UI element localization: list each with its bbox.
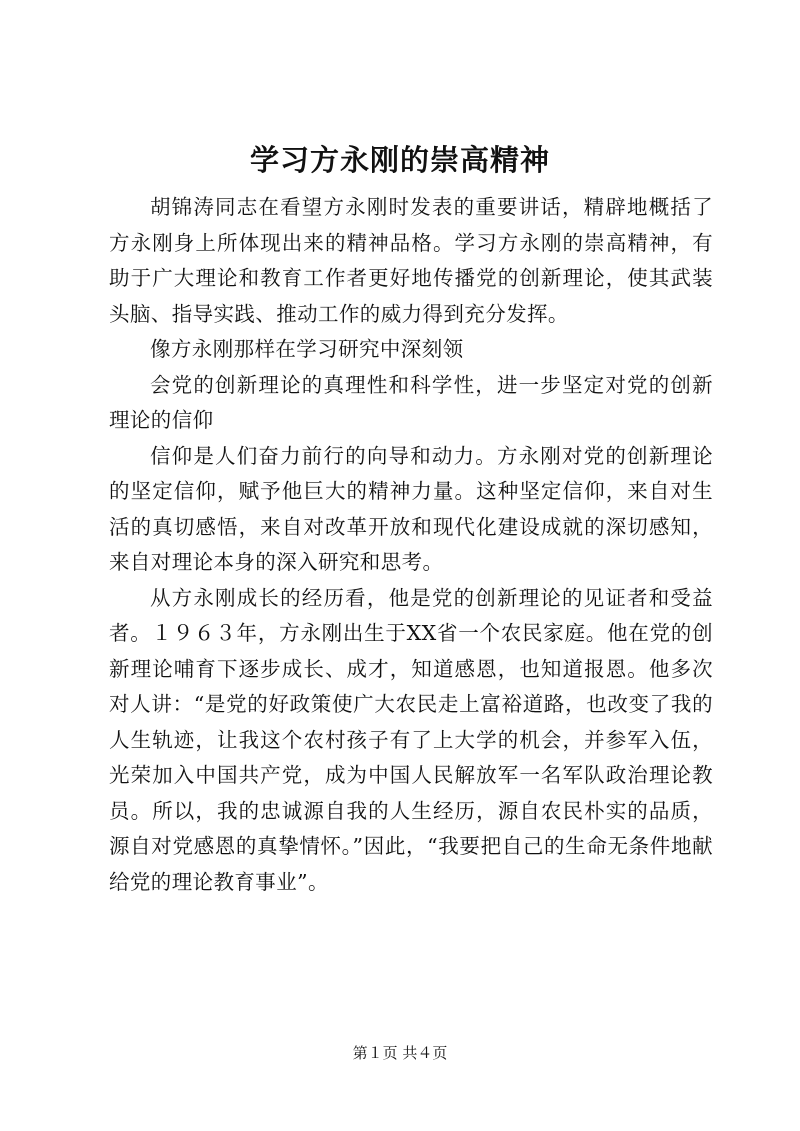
document-title: 学习方永刚的崇高精神 (249, 143, 550, 177)
paragraph: 从方永刚成长的经历看，他是党的创新理论的见证者和受益者。１９６３年，方永刚出生于XX省一个农民家庭。他在党的创新理论哺育下逐步成长、成才，知道感恩，也知道报恩。他多次对人讲：“是党的好政策使广大农民走上富裕道路，也改变了我的人生轨迹，让我这个农村孩子有了上大学的机会，并参军入伍，光荣加入中国共产党，成为中国人民解放军一名军队政治理论教员。所以，我的忠诚源自我的人生经历，源自农民朴实的品质，源自对党感恩的真挚情怀。”因此，“我要把自己的生命无条件地献给党的理论教育事业”。 (109, 585, 713, 894)
paragraph: 会党的创新理论的真理性和科学性，进一步坚定对党的创新理论的信仰 (109, 372, 713, 432)
page-number-footer: 第１页 共４页 (352, 1044, 448, 1062)
document-body (109, 190, 713, 900)
paragraph: 信仰是人们奋力前行的向导和动力。方永刚对党的创新理论的坚定信仰，赋予他巨大的精神力量。这种坚定信仰，来自对生活的真切感悟，来自对改革开放和现代化建设成就的深切感知，来自对理论本身的深入研究和思考。 (109, 443, 713, 574)
paragraph: 胡锦涛同志在看望方永刚时发表的重要讲话，精辟地概括了方永刚身上所体现出来的精神品格。学习方永刚的崇高精神，有助于广大理论和教育工作者更好地传播党的创新理论，使其武装头脑、指导实践、推动工作的威力得到充分发挥。 (109, 195, 713, 326)
paragraph: 像方永刚那样在学习研究中深刻领 (150, 337, 464, 361)
